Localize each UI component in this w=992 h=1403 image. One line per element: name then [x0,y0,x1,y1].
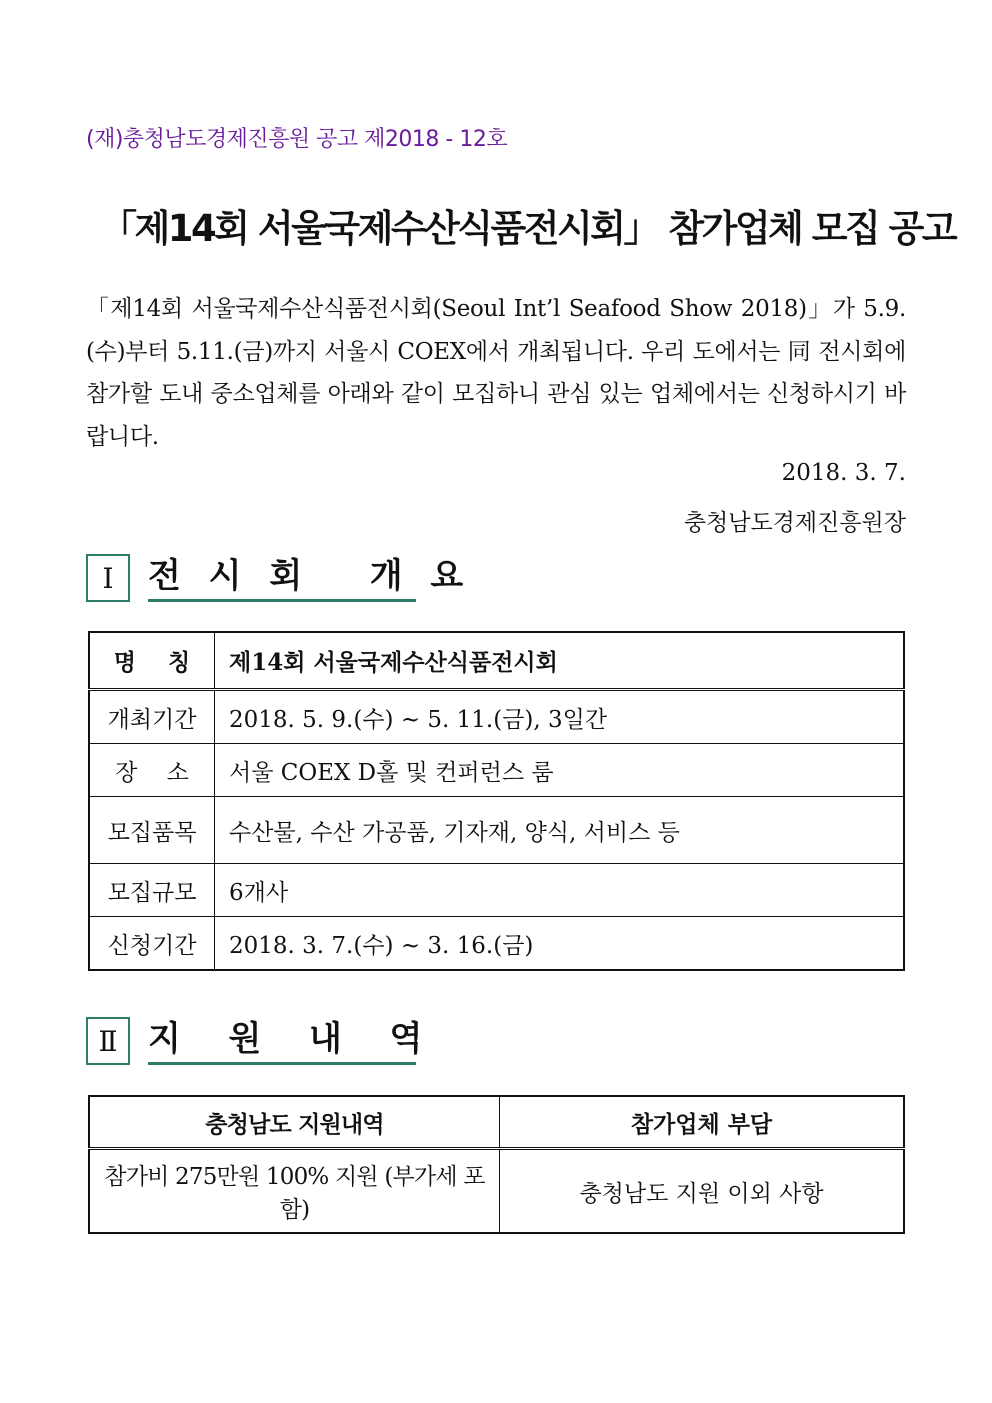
row-value: 2018. 5. 9.(수) ~ 5. 11.(금), 3일간 [215,690,905,744]
column-header: 충청남도 지원내역 [89,1096,500,1149]
section-2-number: Ⅱ [86,1017,130,1065]
table-cell: 참가비 275만원 100% 지원 (부가세 포함) [89,1149,500,1234]
row-value: 수산물, 수산 가공품, 기자재, 양식, 서비스 등 [215,797,905,864]
table-row [89,797,904,864]
page-title: 「제14회 서울국제수산식품전시회」 참가업체 모집 공고 [100,207,956,250]
table-row [89,917,904,971]
row-label: 명 칭 [89,632,215,690]
section-1-title: 전 시 회 개 요 [148,554,416,602]
notice-date: 2018. 3. 7. [781,460,906,486]
table-row [89,744,904,797]
column-header: 참가업체 부담 [500,1096,905,1149]
row-label: 신청기간 [89,917,215,971]
notice-number: (재)충청남도경제진흥원 공고 제2018 - 12호 [86,127,508,152]
table-row [89,690,904,744]
row-value: 서울 COEX D홀 및 컨퍼런스 룸 [215,744,905,797]
intro-paragraph: 「제14회 서울국제수산식품전시회(Seoul Int’l Seafood Show 2018)」가 5.9.(수)부터 5.11.(금)까지 서울시 COEX에서 개최됩니다. 우리 도에서는 同 전시회에 참가할 도내 중소업체를 아래와 같이 모집하니 관심 있는 업체에서는 신청하시기 바랍니다. [86,296,906,450]
exhibition-overview-table [88,631,905,971]
section-1-number: Ⅰ [86,554,130,602]
row-label: 개최기간 [89,690,215,744]
support-details-table [88,1095,905,1234]
table-row [89,864,904,917]
row-label: 모집품목 [89,797,215,864]
section-2-title: 지 원 내 역 [148,1017,416,1065]
row-label: 모집규모 [89,864,215,917]
row-label: 장 소 [89,744,215,797]
table-header-row [89,1096,904,1149]
issuer-name: 충청남도경제진흥원장 [683,510,906,536]
table-cell: 충청남도 지원 이외 사항 [500,1149,905,1234]
table-row [89,1149,904,1234]
row-value: 제14회 서울국제수산식품전시회 [215,632,905,690]
table-row [89,632,904,690]
row-value: 6개사 [215,864,905,917]
row-value: 2018. 3. 7.(수) ~ 3. 16.(금) [215,917,905,971]
